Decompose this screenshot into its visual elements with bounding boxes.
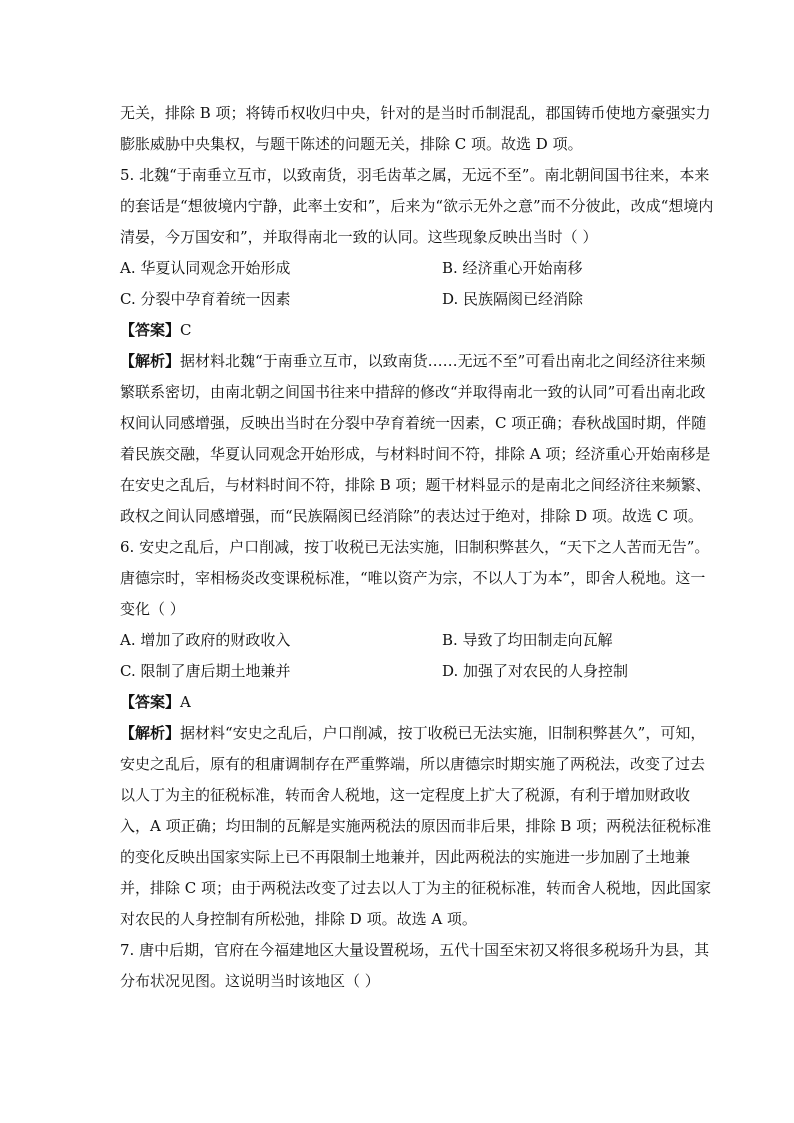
q7-stem-line-2: 分布状况见图。这说明当时该地区（ ）	[120, 972, 380, 990]
q6-analysis-line-4: 入，A 项正确；均田制的瓦解是实施两税法的原因而非后果，排除 B 项；两税法征税标准	[120, 817, 712, 835]
q5-options-row-1	[120, 253, 672, 284]
q6-analysis-label: 【解析】	[120, 724, 181, 742]
q6-answer-value: A	[180, 693, 191, 711]
q5-analysis-line-5: 在安史之乱后，与材料时间不符，排除 B 项；题干材料显示的是南北之间经济往来频繁、	[120, 476, 711, 494]
q6-option-d: D. 加强了对农民的人身控制	[442, 662, 629, 680]
document-page	[120, 98, 714, 997]
q5-option-d: D. 民族隔阂已经消除	[442, 290, 584, 308]
q6-option-c: C. 限制了唐后期土地兼并	[120, 662, 291, 680]
q5-answer	[120, 315, 672, 346]
q5-stem-line-1: 5. 北魏“于南垂立互市，以致南货，羽毛齿革之属，无远不至”。南北朝间国书往来，本来	[120, 166, 710, 184]
q5-answer-label: 【答案】	[120, 321, 181, 339]
q6-options-row-1	[120, 625, 672, 656]
q5-analysis-line-6: 政权之间认同感增强，而“民族隔阂已经消除”的表达过于绝对，排除 D 项。故选 C 项。	[120, 507, 703, 525]
q6-analysis-line-6: 并，排除 C 项；由于两税法改变了过去以人丁为主的征税标准，转而舍人税地，因此国家	[120, 879, 712, 897]
q5-option-c: C. 分裂中孕育着统一因素	[120, 290, 291, 308]
q6-stem-line-2: 唐德宗时，宰相杨炎改变课税标准，“唯以资产为宗，不以人丁为本”，即舍人税地。这一	[120, 569, 706, 587]
q7-stem-line-1: 7. 唐中后期，官府在今福建地区大量设置税场，五代十国至宋初又将很多税场升为县，其	[120, 941, 710, 959]
q5-option-a: A. 华夏认同观念开始形成	[120, 259, 291, 277]
q5-option-b: B. 经济重心开始南移	[442, 259, 583, 277]
q6-option-a: A. 增加了政府的财政收入	[120, 631, 291, 649]
q6-stem-line-3: 变化（ ）	[120, 600, 185, 618]
q5-analysis-text-1: 据材料北魏“于南垂立互市，以致南货……无远不至”可看出南北之间经济往来频	[180, 352, 706, 370]
intro-line-1: 无关，排除 B 项；将铸币权收归中央，针对的是当时币制混乱，郡国铸币使地方豪强实力	[120, 104, 711, 122]
q6-analysis-line-7: 对农民的人身控制有所松弛，排除 D 项。故选 A 项。	[120, 910, 477, 928]
q6-options-row-2	[120, 656, 672, 687]
q6-option-b: B. 导致了均田制走向瓦解	[442, 631, 613, 649]
q6-analysis-line-2: 安史之乱后，原有的租庸调制存在严重弊端，所以唐德宗时期实施了两税法，改变了过去	[120, 755, 706, 773]
q5-analysis-line-1	[120, 346, 706, 377]
q5-analysis-line-2: 繁联系密切，由南北朝之间国书往来中措辞的修改“并取得南北一致的认同”可看出南北政	[120, 383, 706, 401]
q5-analysis-line-4: 着民族交融，华夏认同观念开始形成，与材料时间不符，排除 A 项；经济重心开始南移是	[120, 445, 711, 463]
q6-analysis-line-1	[120, 718, 706, 749]
q6-answer-label: 【答案】	[120, 693, 181, 711]
q5-answer-value: C	[180, 321, 192, 339]
q5-analysis-label: 【解析】	[120, 352, 181, 370]
q6-answer	[120, 687, 672, 718]
q5-options-row-2	[120, 284, 672, 315]
q6-analysis-line-5: 的变化反映出国家实际上已不再限制土地兼并，因此两税法的实施进一步加剧了土地兼	[120, 848, 691, 866]
q6-analysis-line-3: 以人丁为主的征税标准，转而舍人税地，这一定程度上扩大了税源，有利于增加财政收	[120, 786, 691, 804]
q6-stem-line-1: 6. 安史之乱后，户口削减，按丁收税已无法实施，旧制积弊甚久，“天下之人苦而无告”。	[120, 538, 710, 556]
q6-analysis-text-1: 据材料“安史之乱后，户口削减，按丁收税已无法实施，旧制积弊甚久”，可知，	[180, 724, 706, 742]
q5-stem-line-2: 的套话是“想彼境内宁静，此率土安和”，后来为“欲示无外之意”而不分彼此，改成“想境内	[120, 197, 714, 215]
q5-stem-line-3: 清晏，今万国安和”，并取得南北一致的认同。这些现象反映出当时（ ）	[120, 228, 598, 246]
intro-line-2: 膨胀威胁中央集权，与题干陈述的问题无关，排除 C 项。故选 D 项。	[120, 135, 583, 153]
q5-analysis-line-3: 权间认同感增强，反映出当时在分裂中孕育着统一因素，C 项正确；春秋战国时期，伴随	[120, 414, 707, 432]
